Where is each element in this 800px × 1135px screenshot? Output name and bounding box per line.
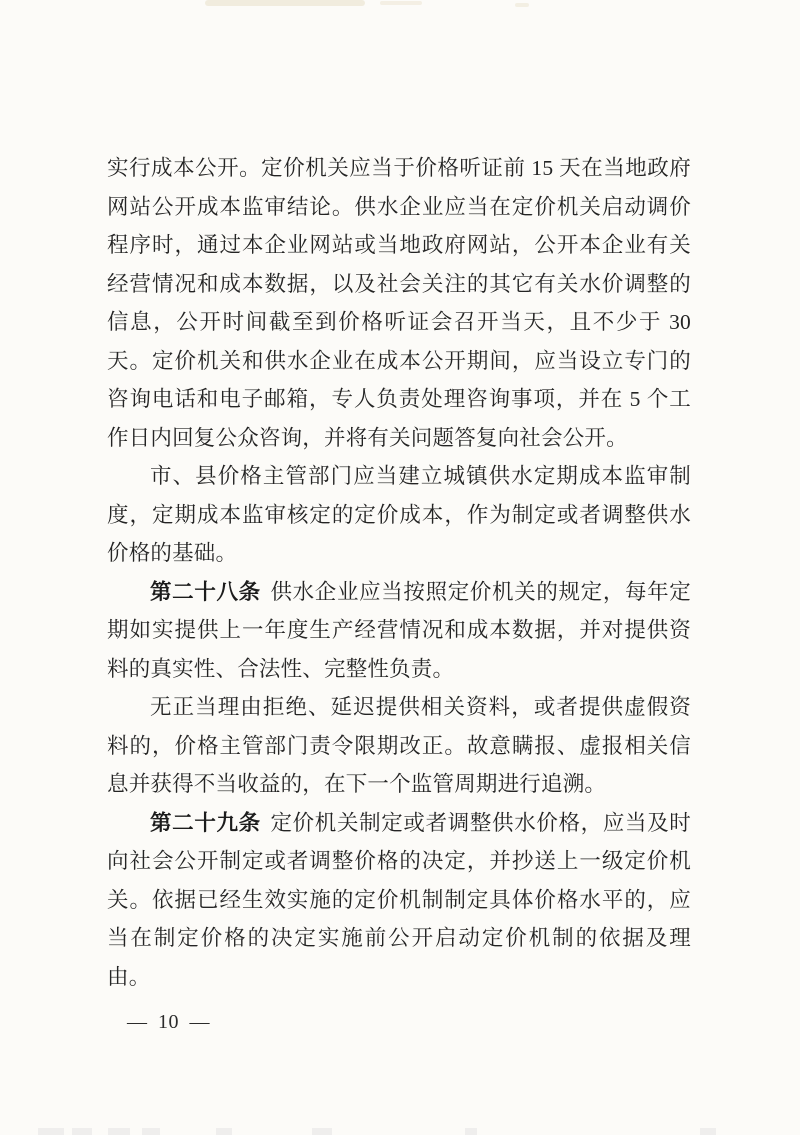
page-number-label: — 10 —: [127, 1011, 210, 1033]
paragraph-text: 定价机关制定或者调整供水价格，应当及时向社会公开制定或者调整价格的决定，并抄送上一级定价机关。依据已经生效实施的定价机制制定具体价格水平的，应当在制定价格的决定实施前公开启动定价机制的依据及理由。: [107, 810, 691, 989]
paragraph-article-29: [107, 804, 691, 997]
scan-artifact-top: [205, 0, 365, 6]
paragraph-text: 供水企业应当按照定价机关的规定，每年定期如实提供上一年度生产经营情况和成本数据，并对提供资料的真实性、合法性、完整性负责。: [107, 579, 691, 681]
paragraph-cost-disclosure: [107, 149, 691, 457]
paragraph-text: 市、县价格主管部门应当建立城镇供水定期成本监审制度，定期成本监审核定的定价成本，作为制定或者调整供水价格的基础。: [107, 464, 691, 565]
page-number: [127, 1008, 210, 1036]
document-body: [107, 149, 691, 996]
article-28-number: 第二十八条: [150, 579, 261, 604]
scan-artifact-top: [515, 3, 529, 7]
paragraph-text: 实行成本公开。定价机关应当于价格听证前 15 天在当地政府网站公开成本监审结论。供水企业应当在定价机关启动调价程序时，通过本企业网站或当地政府网站，公开本企业有关经营情况和成本数据，以及社会关注的其它有关水价调整的信息，公开时间截至到价格听证会召开当天，且不少于 30 天。定价机关和供水企业在成本公开期间，应当设立专门的咨询电话和电子邮箱，专人负责处理咨询事项，并在 5 个工作日内回复公众咨询，并将有关问题答复向社会公开。: [107, 156, 691, 450]
paragraph-periodic-cost-review: [107, 457, 691, 573]
paragraph-text: 无正当理由拒绝、延迟提供相关资料，或者提供虚假资料的，价格主管部门责令限期改正。故意瞒报、虚报相关信息并获得不当收益的，在下一个监管周期进行追溯。: [107, 695, 691, 796]
scan-artifact-top: [380, 1, 422, 5]
paragraph-article-28: [107, 573, 691, 689]
article-29-number: 第二十九条: [150, 810, 261, 835]
paragraph-false-information-penalty: [107, 688, 691, 804]
